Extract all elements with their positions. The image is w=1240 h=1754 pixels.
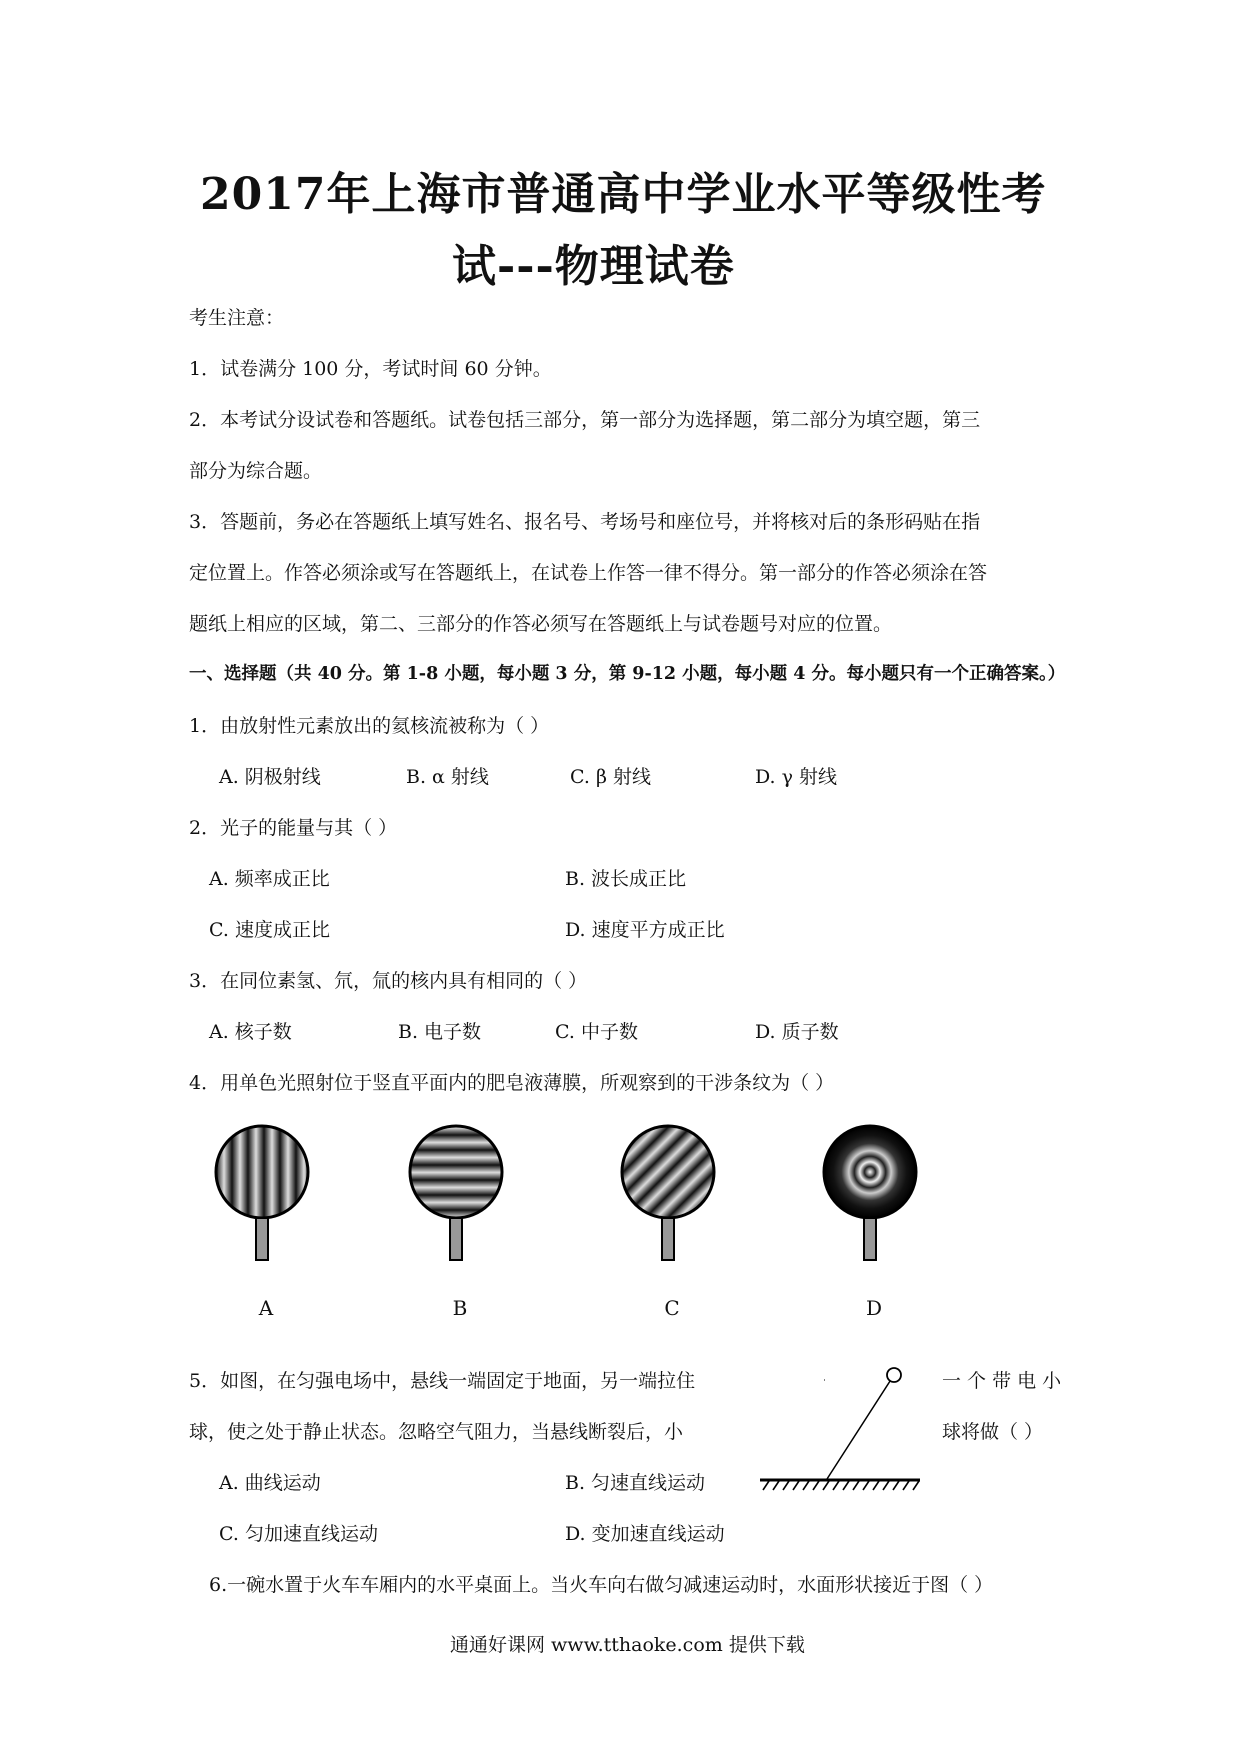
title-line-1: 2017年上海市普通高中学业水平等级性考 <box>200 169 1047 220</box>
option: A. 曲线运动 <box>219 1472 321 1494</box>
question-stem: 3．在同位素氢、氘，氚的核内具有相同的（ ） <box>189 970 588 992</box>
option: C. 中子数 <box>555 1021 638 1043</box>
option: A. 阴极射线 <box>219 766 321 788</box>
pendulum-figure <box>755 1360 925 1500</box>
figure-a-film <box>216 1126 308 1260</box>
notice-line: 1．试卷满分 100 分，考试时间 60 分钟。 <box>189 358 552 380</box>
notice-line: 题纸上相应的区域，第二、三部分的作答必须写在答题纸上与试卷题号对应的位置。 <box>189 613 893 635</box>
question-stem: 4．用单色光照射位于竖直平面内的肥皂液薄膜，所观察到的干涉条纹为（ ） <box>189 1072 835 1094</box>
option: D. 变加速直线运动 <box>565 1523 725 1545</box>
figure-c-film <box>622 1126 714 1260</box>
option: C. β 射线 <box>570 766 651 788</box>
notice-line: 3．答题前，务必在答题纸上填写姓名、报名号、考场号和座位号，并将核对后的条形码贴在指 <box>189 511 981 533</box>
option: A. 核子数 <box>209 1021 292 1043</box>
question-stem: 2．光子的能量与其（ ） <box>189 817 398 839</box>
question-stem: 6.一碗水置于火车车厢内的水平桌面上。当火车向右做匀减速运动时，水面形状接近于图（ ） <box>209 1574 994 1596</box>
question-stem: 球将做（ ） <box>942 1421 1044 1443</box>
option: C. 速度成正比 <box>209 919 330 941</box>
figure-label-c: C <box>664 1296 680 1320</box>
notice-heading: 考生注意： <box>189 307 285 329</box>
question-stem: 一 个 带 电 小 <box>942 1370 1062 1392</box>
figure-d-film <box>824 1126 916 1260</box>
option: D. 速度平方成正比 <box>565 919 725 941</box>
notice-line: 部分为综合题。 <box>189 460 323 482</box>
question-stem: 1．由放射性元素放出的氦核流被称为（ ） <box>189 715 550 737</box>
page-footer: 通通好课网 www.tthaoke.com 提供下载 <box>450 1634 805 1656</box>
figure-b-film <box>410 1126 502 1260</box>
title-line-2: 试---物理试卷 <box>452 241 735 292</box>
option: C. 匀加速直线运动 <box>219 1523 378 1545</box>
interference-figures <box>200 1120 960 1340</box>
question-stem: 球，使之处于静止状态。忽略空气阻力，当悬线断裂后，小 <box>189 1421 684 1443</box>
notice-line: 定位置上。作答必须涂或写在答题纸上，在试卷上作答一律不得分。第一部分的作答必须涂在答 <box>189 562 988 584</box>
option: D. γ 射线 <box>755 766 838 788</box>
figure-label-d: D <box>865 1296 883 1320</box>
suspension-string <box>827 1378 892 1479</box>
option: B. 波长成正比 <box>565 868 687 890</box>
notice-line: 2．本考试分设试卷和答题纸。试卷包括三部分，第一部分为选择题，第二部分为填空题，第三 <box>189 409 981 431</box>
ground-hatching <box>763 1481 919 1490</box>
option: B. 电子数 <box>398 1021 482 1043</box>
option: B. 匀速直线运动 <box>565 1472 706 1494</box>
charged-ball <box>887 1368 901 1382</box>
question-stem: 5．如图，在匀强电场中，悬线一端固定于地面，另一端拉住 <box>189 1370 696 1392</box>
section-heading: 一、选择题（共 40 分。第 1-8 小题，每小题 3 分，第 9-12 小题，每小题 4 分。每小题只有一个正确答案。） <box>189 664 1066 684</box>
figure-label-b: B <box>452 1296 468 1320</box>
option: D. 质子数 <box>755 1021 839 1043</box>
option: B. α 射线 <box>406 766 489 788</box>
figure-label-a: A <box>258 1296 274 1320</box>
option: A. 频率成正比 <box>209 868 330 890</box>
